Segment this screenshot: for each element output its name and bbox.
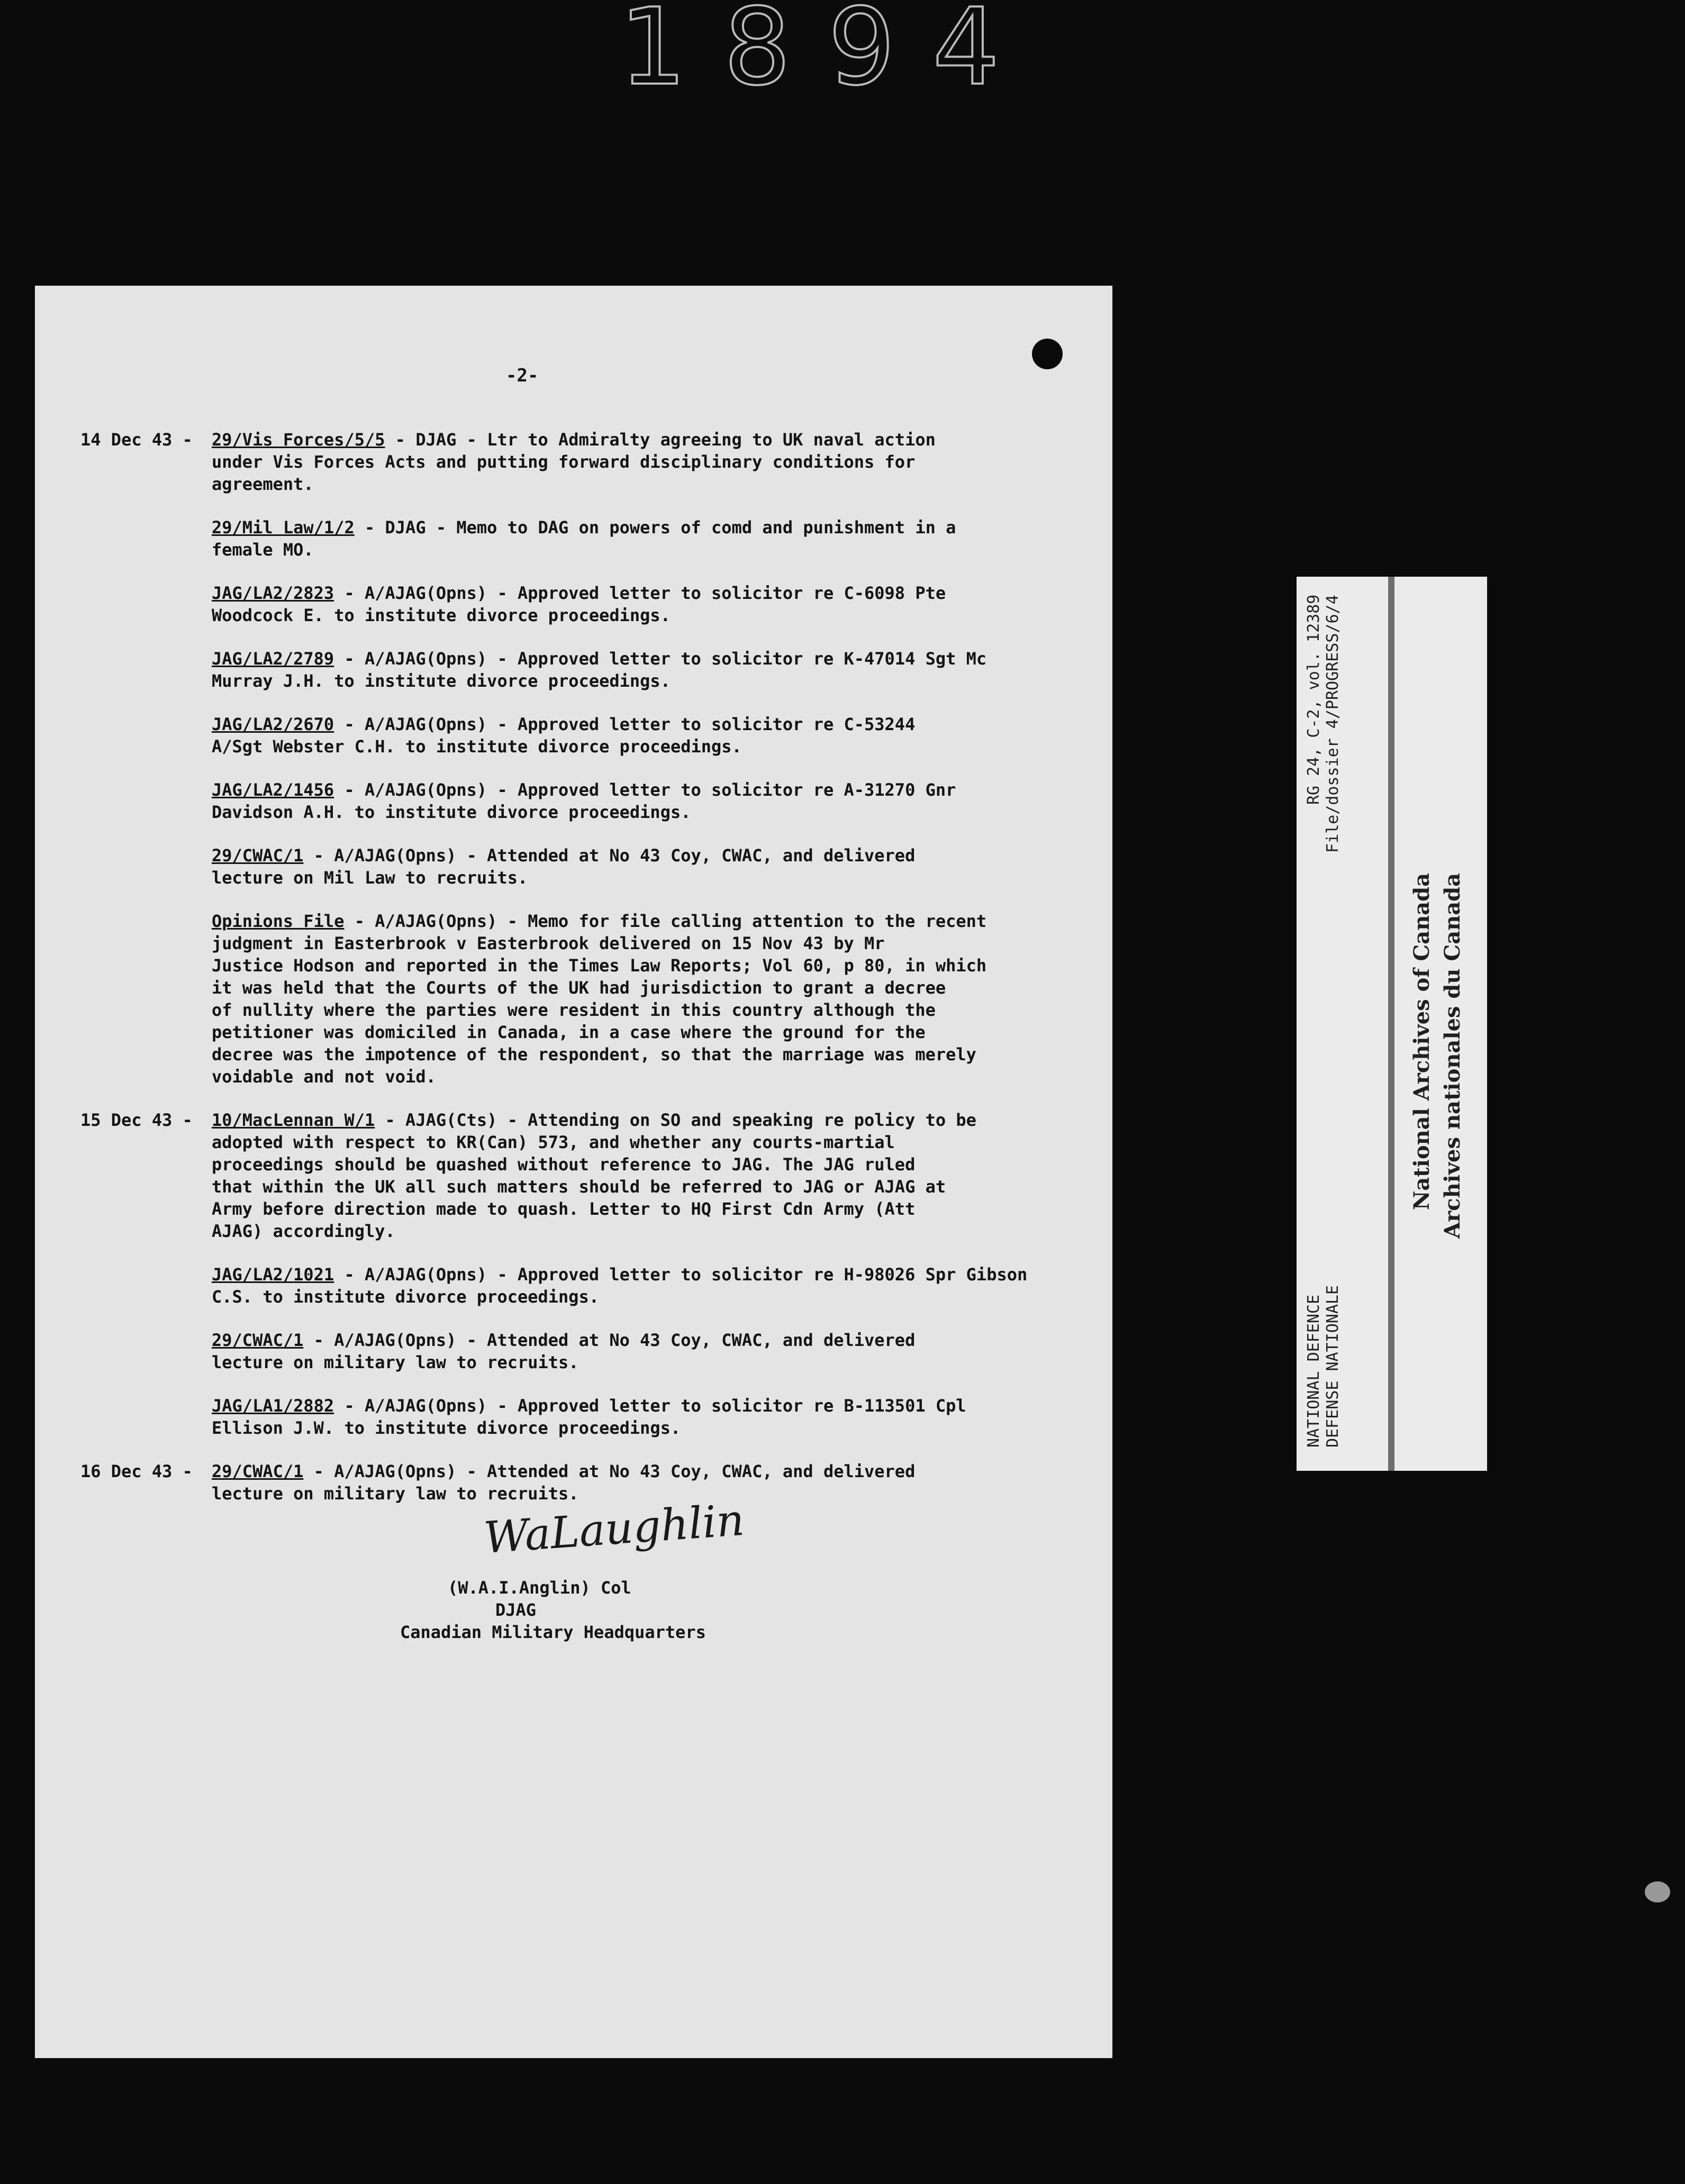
entry-text: - A/AJAG(Opns) - Approved letter to solicitor re A-31270 Gnr Davidson A.H. to institute divorce proceedings.: [212, 780, 956, 822]
diary-entry: [35, 1109, 1112, 1242]
diary-entry: [35, 582, 1112, 626]
file-reference: JAG/LA2/2789: [212, 649, 334, 669]
entry-text: - A/AJAG(Opns) - Approved letter to solicitor re K-47014 Sgt Mc Murray J.H. to institute divorce proceedings.: [212, 649, 987, 691]
diary-entry: [35, 713, 1112, 758]
label-divider: [1388, 577, 1394, 1471]
file-reference: JAG/LA2/2823: [212, 583, 334, 603]
diary-entry: [35, 1395, 1112, 1439]
file-reference: 29/CWAC/1: [212, 845, 304, 866]
diary-entry: [35, 516, 1112, 561]
file-reference: JAG/LA2/2670: [212, 714, 334, 734]
punch-hole: [1032, 339, 1063, 369]
film-frame-number: 1894: [619, 0, 1037, 109]
entry-text: - DJAG - Ltr to Admiralty agreeing to UK naval action under Vis Forces Acts and putting forward disciplinary conditions for agreement.: [212, 430, 936, 494]
entry-text: - DJAG - Memo to DAG on powers of comd and punishment in a female MO.: [212, 517, 956, 560]
entry-text: - A/AJAG(Opns) - Approved letter to solicitor re C-6098 Pte Woodcock E. to institute divorce proceedings.: [212, 583, 946, 625]
diary-entry: [35, 429, 1112, 495]
archive-name-english: National Archives of Canada: [1409, 873, 1434, 1211]
file-reference: 29/Mil Law/1/2: [212, 517, 355, 538]
diary-entry: [35, 648, 1112, 692]
entry-date: 14 Dec 43 -: [80, 430, 193, 450]
entry-text: - A/AJAG(Opns) - Memo for file calling attention to the recent judgment in Easterbrook v Easterbrook delivered on 15 Nov 43 by Mr Justice Hodson and reported in the Times Law Reports; Vol 60, p 80, in which it was held that the Courts of the UK had jurisdiction to grant a decree of nullity where the parties were resident in this country although the petitioner was domiciled in Canada, in a case where the ground for the decree was the impotence of the respondent, so that the marriage was merely voidable and not void.: [212, 911, 987, 1087]
file-reference: 29/CWAC/1: [212, 1461, 304, 1481]
file-reference: JAG/LA2/1021: [212, 1264, 334, 1285]
file-reference: JAG/LA1/2882: [212, 1396, 334, 1416]
file-reference: 10/MacLennan W/1: [212, 1110, 375, 1130]
entry-text: - AJAG(Cts) - Attending on SO and speaking re policy to be adopted with respect to KR(Can) 573, and whether any courts-martial proceedings should be quashed without reference to JAG. The JAG ruled that within the UK all such matters should be referred to JAG or AJAG at Army before direction made to quash. Letter to HQ First Cdn Army (Att AJAG) accordingly.: [212, 1110, 976, 1241]
entry-text: - A/AJAG(Opns) - Attended at No 43 Coy, CWAC, and delivered lecture on military law to recruits.: [212, 1330, 916, 1372]
diary-entry: [35, 779, 1112, 823]
archive-reference: RG 24, C-2, vol. 12389: [1304, 595, 1323, 805]
department-french: DEFENSE NATIONALE: [1324, 1285, 1342, 1448]
signatory-organization: Canadian Military Headquarters: [400, 1622, 706, 1642]
entry-text: - A/AJAG(Opns) - Approved letter to solicitor re H-98026 Spr Gibson C.S. to institute divorce proceedings.: [212, 1264, 1028, 1307]
diary-entry: [35, 1329, 1112, 1373]
signature-block: [400, 1495, 823, 1643]
archive-file: File/dossier 4/PROGRESS/6/4: [1324, 595, 1342, 853]
archive-name-french: Archives nationales du Canada: [1440, 873, 1465, 1239]
file-reference: 29/Vis Forces/5/5: [212, 430, 385, 450]
diary-entries: [35, 429, 1112, 1526]
file-reference: JAG/LA2/1456: [212, 780, 334, 800]
entry-text: - A/AJAG(Opns) - Attended at No 43 Coy, CWAC, and delivered lecture on military law to recruits.: [212, 1461, 916, 1504]
entry-text: - A/AJAG(Opns) - Approved letter to solicitor re C-53244 A/Sgt Webster C.H. to institute divorce proceedings.: [212, 714, 916, 757]
archive-label: [1297, 577, 1487, 1471]
diary-entry: [35, 910, 1112, 1088]
page-number: -2-: [506, 365, 539, 386]
diary-entry: [35, 844, 1112, 889]
signatory-title: DJAG: [495, 1600, 537, 1620]
entry-text: - A/AJAG(Opns) - Attended at No 43 Coy, CWAC, and delivered lecture on Mil Law to recruits.: [212, 845, 916, 888]
entry-text: - A/AJAG(Opns) - Approved letter to solicitor re B-113501 Cpl Ellison J.W. to institute divorce proceedings.: [212, 1396, 966, 1438]
department-english: NATIONAL DEFENCE: [1304, 1295, 1323, 1448]
file-reference: 29/CWAC/1: [212, 1330, 304, 1350]
signatory-name: (W.A.I.Anglin) Col: [448, 1578, 631, 1598]
handwritten-signature: WaLaughlin: [482, 1495, 746, 1564]
diary-entry: [35, 1460, 1112, 1505]
entry-date: 16 Dec 43 -: [80, 1461, 193, 1481]
document-page: [35, 286, 1112, 2058]
film-speck: [1645, 1881, 1670, 1903]
entry-date: 15 Dec 43 -: [80, 1110, 193, 1130]
diary-entry: [35, 1263, 1112, 1308]
file-reference: Opinions File: [212, 911, 345, 931]
